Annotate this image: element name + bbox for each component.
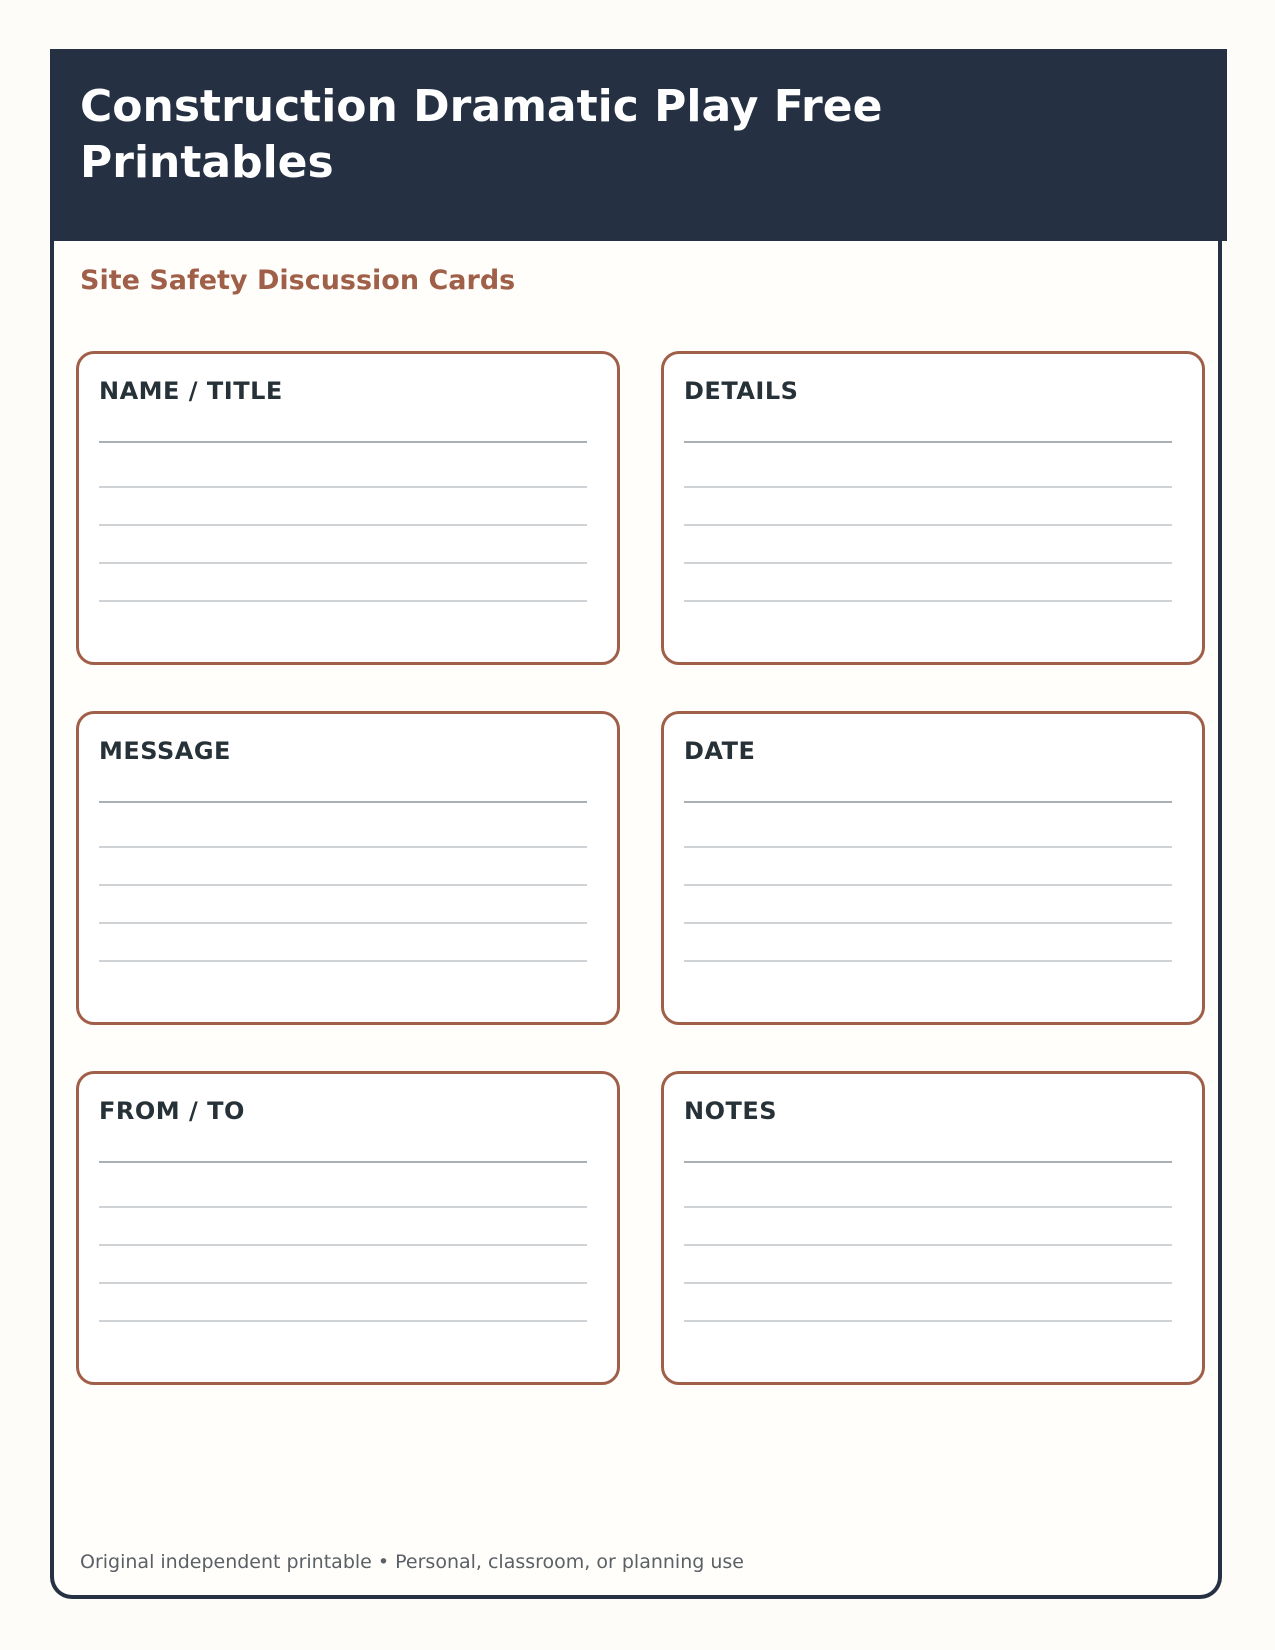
card-label: NAME / TITLE [99, 377, 283, 405]
writing-line [99, 524, 587, 526]
card-label: DETAILS [684, 377, 799, 405]
writing-line [99, 562, 587, 564]
card-label: DATE [684, 737, 756, 765]
card-notes [661, 1071, 1205, 1385]
writing-line [684, 1161, 1172, 1163]
writing-line [684, 846, 1172, 848]
writing-line [684, 486, 1172, 488]
writing-line [99, 600, 587, 602]
card-label: MESSAGE [99, 737, 231, 765]
page-title: Construction Dramatic Play Free Printables [80, 81, 883, 188]
writing-line [684, 562, 1172, 564]
writing-line [684, 884, 1172, 886]
writing-line [99, 1244, 587, 1246]
writing-line [684, 960, 1172, 962]
page-subtitle: Site Safety Discussion Cards [80, 265, 516, 296]
card-label: FROM / TO [99, 1097, 245, 1125]
writing-line [684, 801, 1172, 803]
writing-line [99, 1282, 587, 1284]
writing-line [684, 922, 1172, 924]
writing-line [684, 1206, 1172, 1208]
card-message [76, 711, 620, 1025]
card-from-to [76, 1071, 620, 1385]
writing-line [99, 922, 587, 924]
writing-line [99, 801, 587, 803]
writing-line [99, 960, 587, 962]
card-details [661, 351, 1205, 665]
writing-line [99, 486, 587, 488]
writing-line [99, 1206, 587, 1208]
writing-line [99, 846, 587, 848]
page-header [50, 49, 1227, 241]
card-date [661, 711, 1205, 1025]
writing-line [99, 1320, 587, 1322]
card-label: NOTES [684, 1097, 778, 1125]
writing-line [684, 1320, 1172, 1322]
writing-line [99, 884, 587, 886]
card-name-title [76, 351, 620, 665]
writing-line [684, 1244, 1172, 1246]
writing-line [99, 1161, 587, 1163]
writing-line [684, 600, 1172, 602]
writing-line [99, 441, 587, 443]
writing-line [684, 1282, 1172, 1284]
writing-line [684, 441, 1172, 443]
writing-line [684, 524, 1172, 526]
footer-note: Original independent printable • Personal, classroom, or planning use [80, 1551, 744, 1573]
